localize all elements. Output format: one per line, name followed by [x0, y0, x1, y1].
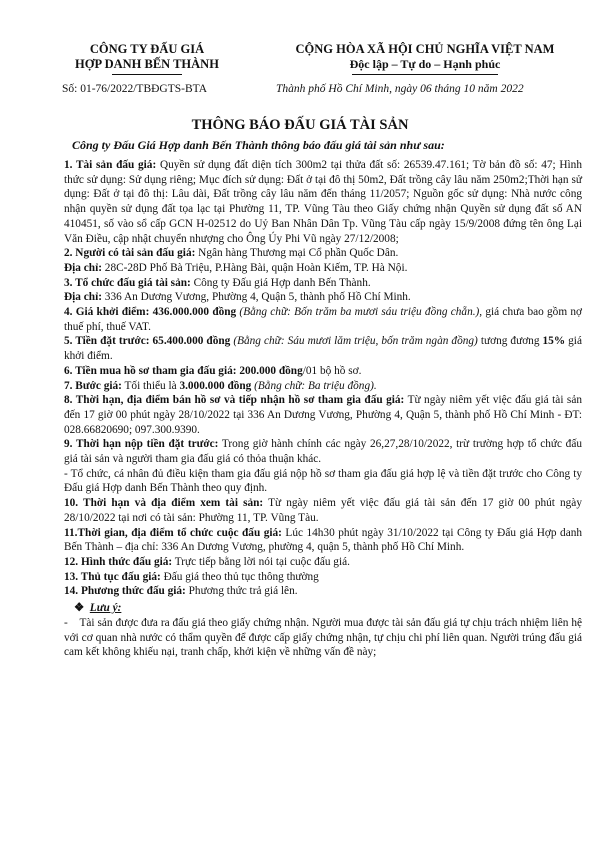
item-6: 6. Tiền mua hồ sơ tham gia đấu giá: 200.000 đồng/01 bộ hồ sơ.: [64, 364, 362, 377]
item-2: 2. Người có tài sản đấu giá: Ngân hàng Thương mại Cổ phần Quốc Dân.: [64, 247, 399, 260]
company-name-line2: HỢP DANH BẾN THÀNH: [75, 57, 219, 71]
item-9-extra: - Tổ chức, cá nhân đủ điều kiện tham gia đấu giá nộp hồ sơ tham gia đấu giá hợp lệ và tiền đặt trước cho Công ty Đấu giá Hợp danh Bến Thành theo quy định.: [64, 467, 582, 495]
item-4: 4. Giá khởi điểm: 436.000.000 đồng (Bằng chữ: Bốn trăm ba mươi sáu triệu đồng chẵn.), giá chưa bao gồm nợ thuế phí, thuế VAT.: [64, 306, 582, 333]
diamond-bullet-icon: ❖: [74, 602, 85, 615]
company-name-line1: CÔNG TY ĐẤU GIÁ: [89, 42, 205, 56]
item-12: 12. Hình thức đấu giá: Trực tiếp bằng lời nói tại cuộc đấu giá.: [64, 555, 350, 568]
motto-underline: [352, 74, 498, 75]
item-3: 3. Tổ chức đấu giá tài sản: Công ty Đấu giá Hợp danh Bến Thành.: [64, 276, 371, 289]
national-motto: Độc lập – Tự do – Hạnh phúc: [349, 57, 501, 71]
national-header: [265, 42, 585, 72]
item-14: 14. Phương thức đấu giá: Phương thức trả giá lên.: [64, 585, 298, 598]
item-9: 9. Thời hạn nộp tiền đặt trước: Trong giờ hành chính các ngày 26,27,28/10/2022, trừ trường hợp tổ chức đấu giá tài sản và người tham gia đấu giá có thỏa thuận khác.: [64, 438, 582, 466]
item-13: 13. Thủ tục đấu giá: Đấu giá theo thủ tục thông thường: [64, 570, 319, 583]
item-10: 10. Thời hạn và địa điểm xem tài sản: Từ ngày niêm yết việc đấu giá tài sản đến 17 giờ 00 phút ngày 28/10/2022 tại nơi có tài sản: Phường 11, TP. Vũng Tàu.: [64, 497, 582, 524]
item-5: 5. Tiền đặt trước: 65.400.000 đồng (Bằng chữ: Sáu mươi lăm triệu, bốn trăm ngàn đồng) tương đương 15% giá khởi điểm.: [64, 335, 582, 363]
notice-body: [64, 158, 582, 660]
dash-bullet: -: [64, 616, 68, 629]
national-title: CỘNG HÒA XÃ HỘI CHỦ NGHĨA VIỆT NAM: [295, 42, 555, 56]
document-date: Thành phố Hồ Chí Minh, ngày 06 tháng 10 năm 2022: [276, 83, 524, 95]
item-1: 1. Tài sản đấu giá: Quyền sử dụng đất diện tích 300m2 tại thửa đất số: 26539.47.161; Tờ bản đồ số: 47; Hình thức sử dụng: Sử dụng riêng; Mục đích sử dụng: Đất ở tại đô thị 50m2, Đất trồng cây lâu năm 250m2;Thời hạn sử dụng: Đất ở tại đô thị: Lâu dài, Đất trồng cây lâu năm đến tháng 11/2057; Nguồn gốc sử dụng: Nhà nước công nhận quyền sử dụng đất tọa lạc tại Phường 11, TP. Vũng Tàu theo Giấy chứng nhận Quyền sử dụng đất số AN 410451, số vào sổ cấp GCN H-02512 do Uỷ Ban Nhân Dân Tp. Vũng Tàu cấp ngày 15/9/2008 đứng tên ông Lại Văn Điều, cập nhật chuyển nhượng cho Ông Úy Phi Vũ ngày 27/12/2008;: [64, 159, 582, 245]
note-text: - Tài sản được đưa ra đấu giá theo giấy chứng nhận. Người mua được tài sản đấu giá tự chịu trách nhiệm liên hệ với cơ quan nhà nước có thẩm quyền để được cấp giấy chứng nhận, tự chịu chi phí liên quan. Người trúng đấu giá cam kết không khiếu nại, tranh chấp, khởi kiện về những vấn đề này;: [64, 616, 583, 659]
item-7: 7. Bước giá: Tối thiểu là 3.000.000 đồng (Bằng chữ: Ba triệu đồng).: [64, 379, 377, 392]
note-heading: ❖ Lưu ý:: [74, 602, 122, 615]
item-11: 11.Thời gian, địa điểm tổ chức cuộc đấu giá: Lúc 14h30 phút ngày 31/10/2022 tại Công ty Đấu giá Hợp danh Bến Thành – địa chỉ: 336 An Dương Vương, phường 4, quận 5, thành phố Hồ Chí Minh.: [64, 526, 583, 554]
item-3-address: Địa chỉ: 336 An Dương Vương, Phường 4, Quận 5, thành phố Hồ Chí Minh.: [64, 291, 411, 304]
item-2-address: Địa chỉ: 28C-28D Phố Bà Triệu, P.Hàng Bài, quận Hoàn Kiếm, TP. Hà Nội.: [64, 261, 408, 274]
item-8: 8. Thời hạn, địa điểm bán hồ sơ và tiếp nhận hồ sơ tham gia đấu giá: Từ ngày niêm yết việc đấu giá tài sản đến 17 giờ 00 phút ngày 28/10/2022 tại 336 An Dương Vương, Phường 4, Quận 5, thành phố Hồ Chí Minh - ĐT: 028.66820690; 097.300.9390.: [64, 394, 582, 436]
company-underline: [112, 74, 182, 75]
intro-line: Công ty Đấu Giá Hợp danh Bến Thành thông báo đấu giá tài sản như sau:: [72, 138, 445, 152]
company-header: [62, 42, 232, 72]
document-number: Số: 01-76/2022/TBĐGTS-BTA: [62, 83, 208, 95]
document-title: THÔNG BÁO ĐẤU GIÁ TÀI SẢN: [191, 117, 409, 133]
